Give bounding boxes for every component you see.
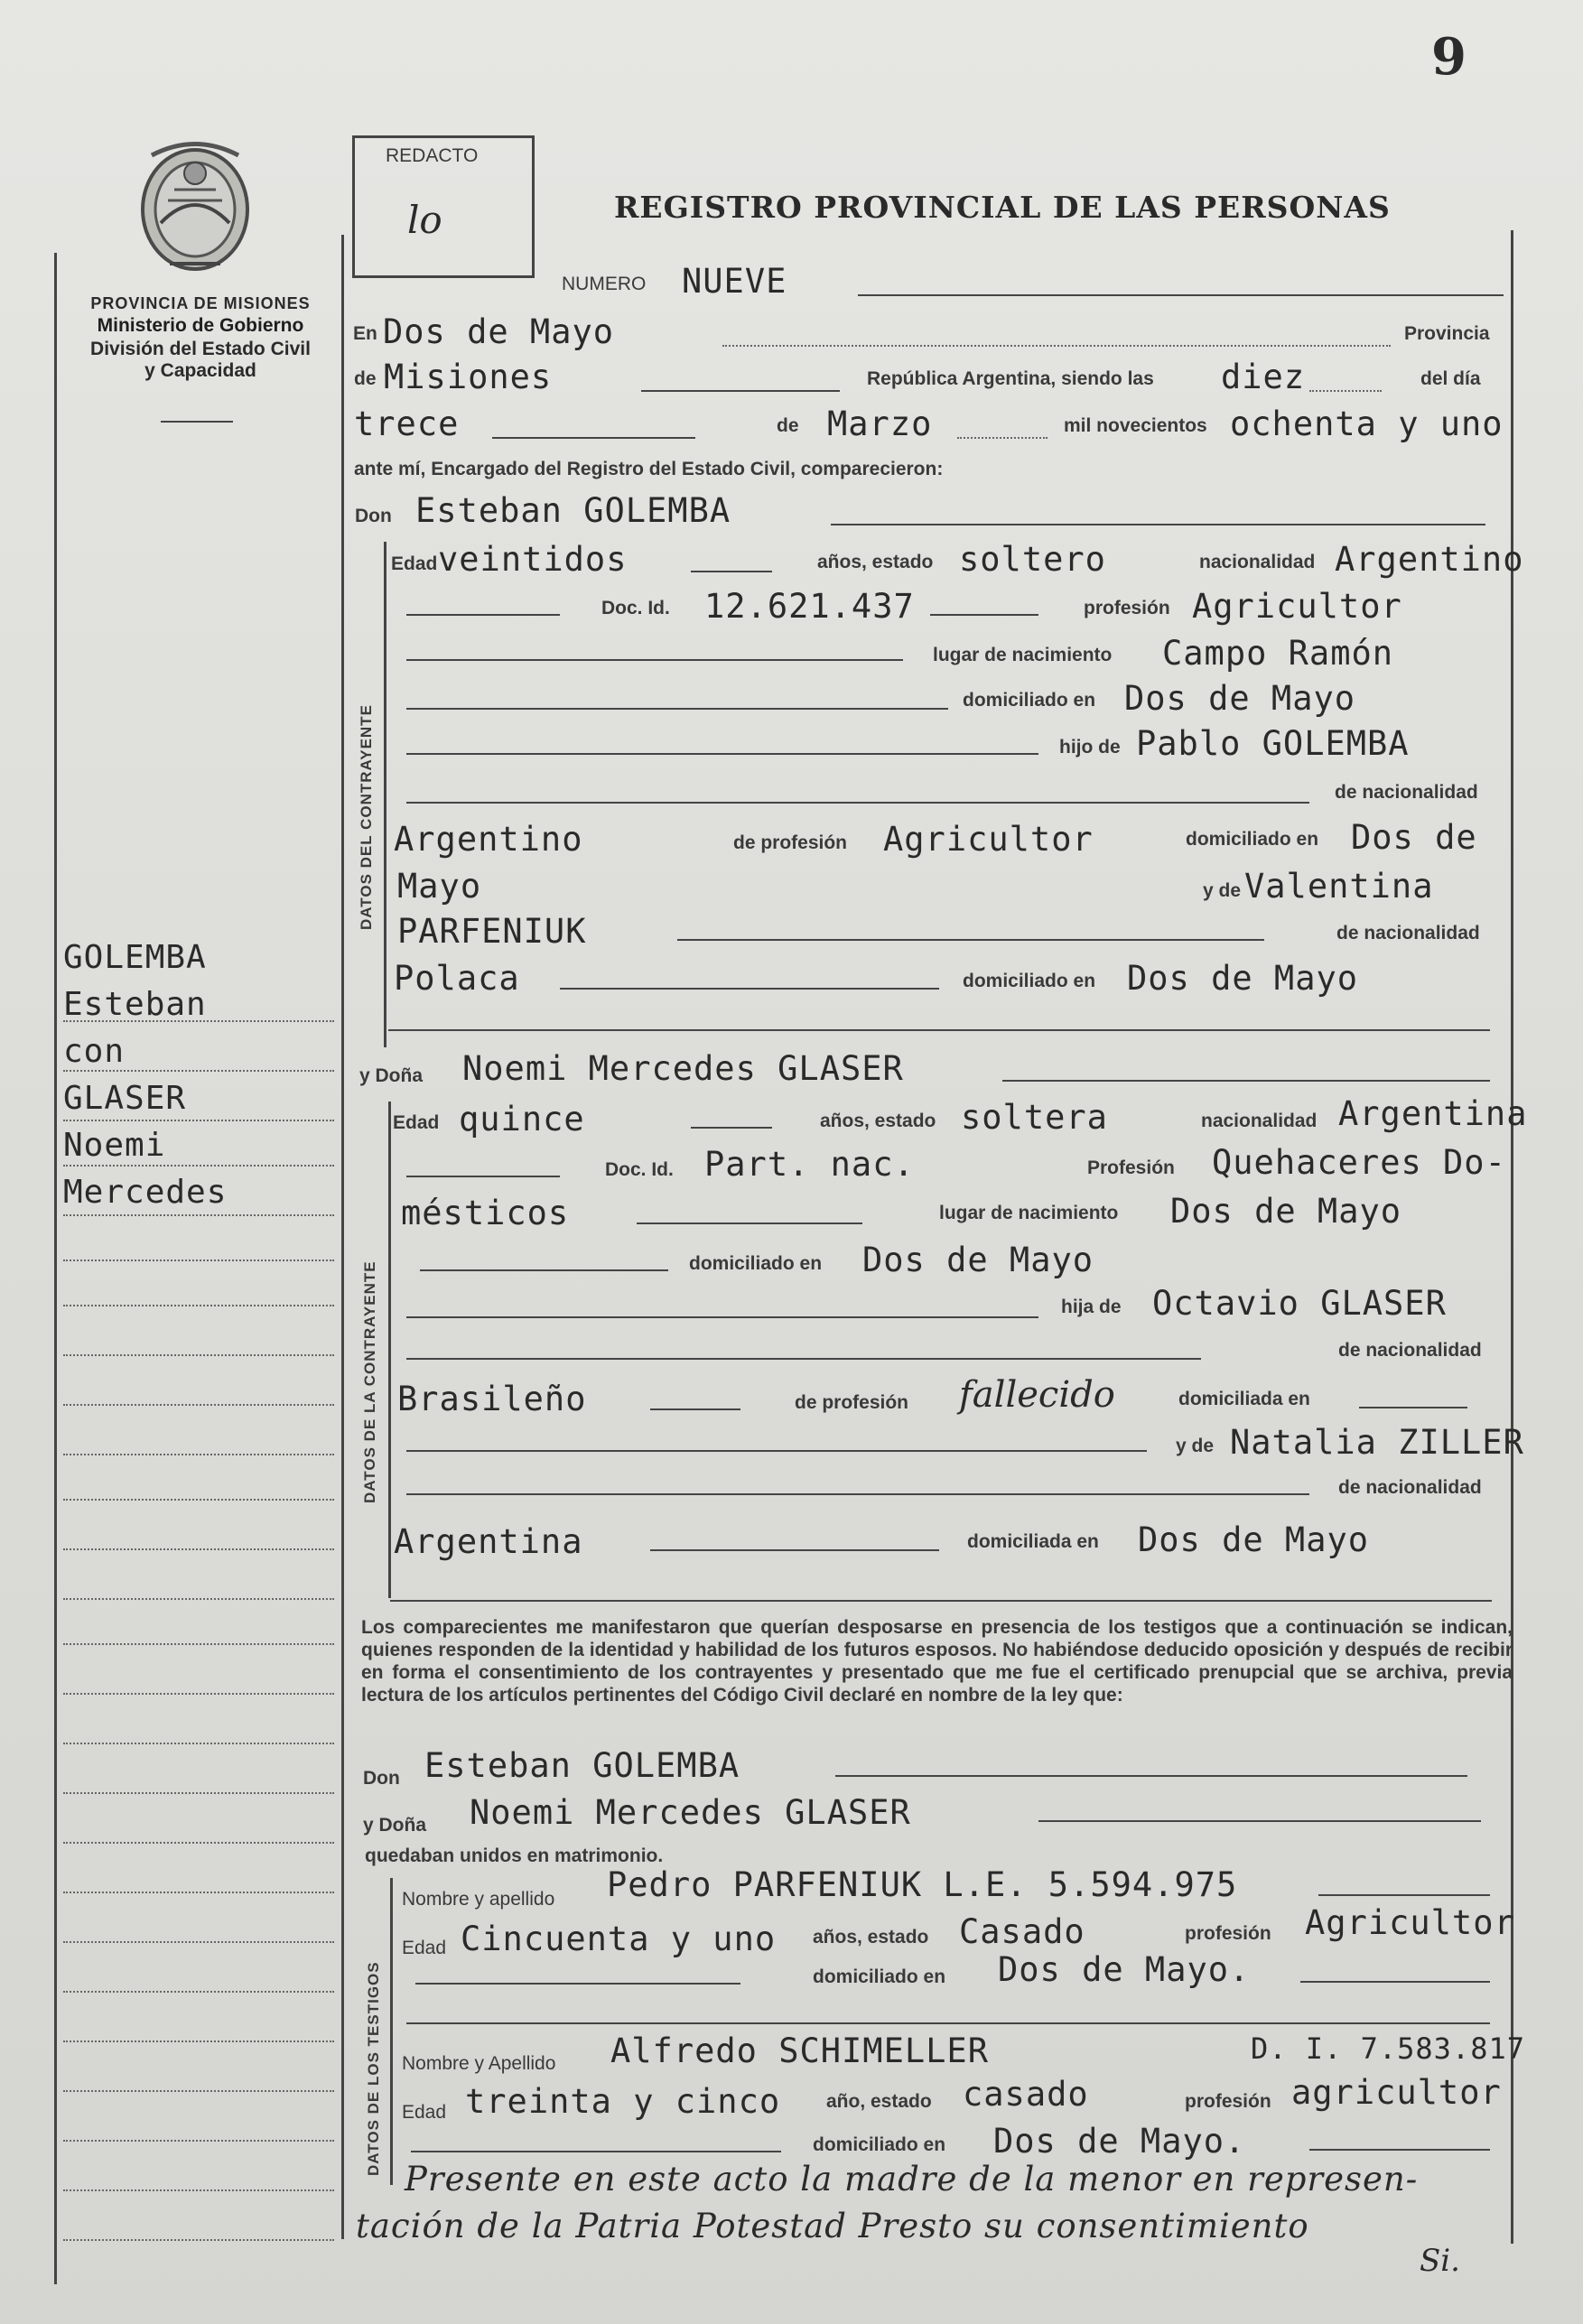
province-value: Misiones (384, 358, 553, 396)
bride-age: quince (459, 1100, 585, 1139)
w2-doc: D. I. 7.583.817 (1251, 2031, 1525, 2066)
w2-anos-label: año, estado (826, 2091, 932, 2112)
annotation-line-3: Si. (1420, 2243, 1460, 2279)
y-dona-label: y Doña (363, 1815, 427, 1836)
margin-note-line: con (63, 1033, 126, 1070)
field-line (406, 1358, 1201, 1360)
w2-profesion: agricultor (1291, 2073, 1502, 2112)
closing-text: quedaban unidos en matrimonio. (365, 1845, 664, 1866)
groom-doc: 12.621.437 (704, 587, 915, 626)
margin-note-line: GLASER (63, 1080, 187, 1117)
mother-dom-label: domiciliado en (963, 971, 1096, 991)
margin-rule (63, 1454, 334, 1455)
groom-domicilio: Dos de Mayo (1124, 679, 1356, 718)
margin-note-line: GOLEMBA (63, 939, 207, 976)
field-line (406, 2022, 1490, 2024)
margin-rule (63, 1892, 334, 1893)
w1-domicilio-label: domiciliado en (813, 1966, 946, 1987)
y-dona-label: y Doña (359, 1065, 424, 1086)
field-line (1309, 2149, 1490, 2151)
margin-note-line: Mercedes (63, 1174, 228, 1211)
redacto-box (352, 135, 535, 278)
w1-profesion-label: profesión (1185, 1923, 1271, 1944)
groom-age: veintidos (438, 540, 628, 579)
place-value: Dos de Mayo (383, 312, 615, 351)
margin-rule (63, 1404, 334, 1406)
de-profesion-label: de profesión (795, 1392, 909, 1413)
w1-domicilio: Dos de Mayo. (998, 1950, 1251, 1989)
margin-rule (63, 2140, 334, 2142)
province-label: PROVINCIA DE MISIONES (90, 294, 311, 312)
field-line (1318, 1894, 1490, 1896)
anos-label: años, estado (820, 1111, 936, 1131)
field-line (388, 1029, 1490, 1031)
doc-label: Doc. Id. (605, 1159, 674, 1180)
field-line (390, 1600, 1492, 1602)
annotation-line-2: tación de la Patria Potestad Presto su consentimiento (356, 2207, 1309, 2245)
de-label-2: de (777, 415, 799, 436)
de-nacionalidad-label-2: de nacionalidad (1338, 1477, 1482, 1498)
field-line (637, 1222, 862, 1224)
margin-rule (63, 2090, 334, 2092)
w2-estado: casado (963, 2075, 1089, 2114)
bride-father-prof: fallecido (959, 1374, 1115, 1416)
annotation-line-1: Presente en este acto la madre de la menor en represen- (405, 2160, 1419, 2199)
field-line (835, 1775, 1467, 1777)
field-line (406, 659, 903, 661)
division-label-2: y Capacidad (144, 360, 256, 381)
margin-note-line: Noemi (63, 1127, 166, 1164)
groom-lugar: Campo Ramón (1162, 634, 1394, 673)
groom-mother-dom: Dos de Mayo (1127, 959, 1359, 998)
father-dom-label: domiciliado en (1186, 829, 1319, 850)
section-line (388, 1102, 391, 1598)
margin-note-line: Esteban (63, 986, 207, 1023)
w2-age: treinta y cinco (465, 2082, 781, 2121)
father-dom-label: domiciliada en (1178, 1389, 1310, 1409)
don-label: Don (363, 1768, 400, 1789)
margin-rule (63, 1643, 334, 1645)
provincial-seal-icon (134, 137, 256, 277)
groom-father-dom-b: Mayo (397, 867, 482, 906)
domicilio-label: domiciliado en (963, 690, 1096, 711)
domicilio-label: domiciliado en (689, 1253, 823, 1274)
divider (161, 421, 233, 423)
margin-rule (63, 2239, 334, 2241)
left-header (56, 294, 345, 382)
ante-mi-text: ante mí, Encargado del Registro del Estado Civil, comparecieron: (354, 459, 944, 479)
field-line (957, 437, 1048, 439)
profesion-label: Profesión (1087, 1157, 1175, 1178)
redacto-value: lo (407, 198, 442, 242)
margin-rule (63, 1598, 334, 1600)
page-title: REGISTRO PROVINCIAL DE LAS PERSONAS (614, 190, 1391, 225)
field-line (831, 524, 1485, 525)
bride-father-nat: Brasileño (397, 1380, 587, 1418)
margin-rule (63, 1260, 334, 1261)
field-line (420, 1269, 668, 1271)
field-line (1002, 1080, 1490, 1082)
margin-rule (63, 1991, 334, 1993)
witnesses-section-label: DATOS DE LOS TESTIGOS (365, 1961, 382, 2176)
lugar-label: lugar de nacimiento (939, 1203, 1119, 1223)
field-line (677, 939, 1264, 941)
section-line (390, 1878, 393, 2185)
numero-value: NUEVE (682, 262, 787, 301)
margin-rule (63, 1354, 334, 1356)
field-line (691, 1127, 772, 1129)
margin-rule (63, 2040, 334, 2042)
groom-name: Esteban GOLEMBA (415, 491, 731, 530)
groom-father: Pablo GOLEMBA (1136, 724, 1410, 763)
w1-edad-label: Edad (402, 1938, 447, 1958)
field-line (406, 614, 560, 616)
en-label: En (353, 323, 377, 344)
redacto-label: REDACTO (386, 145, 479, 166)
w2-domicilio-label: domiciliado en (813, 2134, 946, 2155)
margin-rule (63, 2189, 334, 2191)
w1-name-label: Nombre y apellido (402, 1889, 555, 1910)
year-value: ochenta y uno (1230, 404, 1504, 443)
bride-doc: Part. nac. (704, 1145, 915, 1184)
field-line (406, 708, 948, 710)
groom-section-label: DATOS DEL CONTRAYENTE (358, 704, 375, 930)
declaration-groom: Esteban GOLEMBA (424, 1746, 740, 1785)
field-line (1309, 390, 1382, 392)
y-de-label: y de (1176, 1436, 1215, 1456)
de-nacionalidad-label: de nacionalidad (1338, 1340, 1482, 1361)
mil-label: mil novecientos (1064, 415, 1207, 436)
bride-nacionalidad: Argentina (1338, 1094, 1528, 1133)
bride-mother-nat: Argentina (394, 1522, 583, 1561)
field-line (406, 1493, 1309, 1495)
field-line (1300, 1981, 1490, 1983)
bride-section-label: DATOS DE LA CONTRAYENTE (361, 1260, 378, 1503)
republica-label: República Argentina, siendo las (867, 368, 1154, 389)
de-nacionalidad-label: de nacionalidad (1335, 782, 1478, 803)
edad-label: Edad (391, 553, 438, 574)
groom-nacionalidad: Argentino (1335, 540, 1524, 579)
w2-name-label: Nombre y Apellido (402, 2053, 556, 2074)
de-profesion-label: de profesión (733, 832, 848, 853)
profesion-label: profesión (1084, 598, 1170, 618)
don-label: Don (355, 506, 392, 526)
groom-profesion: Agricultor (1192, 587, 1402, 626)
field-line (492, 437, 695, 439)
hija-label: hija de (1061, 1297, 1122, 1317)
bride-domicilio: Dos de Mayo (862, 1241, 1094, 1279)
numero-label: NUMERO (562, 274, 647, 294)
edad-label: Edad (393, 1112, 440, 1133)
bride-profesion-a: Quehaceres Do- (1212, 1143, 1506, 1182)
del-dia-label: del día (1420, 368, 1481, 389)
field-line (411, 2151, 781, 2152)
nacionalidad-label: nacionalidad (1201, 1111, 1318, 1131)
groom-estado: soltero (959, 540, 1106, 579)
y-de-label: y de (1203, 880, 1242, 901)
provincia-label: Provincia (1404, 323, 1490, 344)
groom-mother-last: PARFENIUK (397, 912, 587, 951)
w1-estado: Casado (959, 1912, 1085, 1951)
field-line (406, 753, 1038, 755)
nacionalidad-label: nacionalidad (1199, 552, 1316, 572)
field-line (415, 1983, 740, 1985)
day-value: trece (354, 404, 460, 443)
field-line (406, 1450, 1147, 1452)
declaration-bride: Noemi Mercedes GLASER (470, 1793, 911, 1832)
w1-profesion: Agricultor (1305, 1903, 1515, 1942)
margin-rule (63, 1548, 334, 1550)
bride-estado: soltera (961, 1098, 1108, 1137)
month-value: Marzo (827, 404, 933, 443)
anos-label: años, estado (817, 552, 934, 572)
section-line (384, 542, 386, 1047)
field-line (691, 571, 772, 572)
mother-dom-label: domiciliada en (967, 1531, 1099, 1552)
margin-column-line (341, 235, 344, 2239)
groom-father-dom-a: Dos de (1351, 818, 1477, 857)
ministry-label: Ministerio de Gobierno (97, 315, 304, 336)
groom-father-prof: Agricultor (883, 820, 1094, 859)
field-line (722, 345, 1391, 347)
w1-anos-label: años, estado (813, 1927, 929, 1948)
bride-profesion-b: mésticos (401, 1194, 570, 1232)
field-line (1359, 1407, 1467, 1408)
field-line (650, 1408, 740, 1410)
de-nacionalidad-label-2: de nacionalidad (1336, 923, 1480, 944)
field-line (641, 390, 840, 392)
field-line (406, 1316, 1038, 1318)
de-label: de (354, 368, 377, 389)
margin-rule (63, 1693, 334, 1695)
doc-label: Doc. Id. (601, 598, 670, 618)
bride-name: Noemi Mercedes GLASER (462, 1049, 904, 1088)
field-line (406, 802, 1309, 804)
left-margin-line (54, 253, 57, 2284)
groom-mother-nat: Polaca (394, 959, 520, 998)
margin-rule (63, 1842, 334, 1844)
margin-rule (63, 1941, 334, 1943)
groom-mother-first: Valentina (1244, 867, 1434, 906)
page-number: 9 (1431, 27, 1467, 87)
hour-value: diez (1221, 358, 1306, 396)
margin-note (63, 934, 227, 1216)
field-line (650, 1549, 939, 1551)
w1-name: Pedro PARFENIUK L.E. 5.594.975 (607, 1865, 1238, 1904)
field-line (1038, 1820, 1481, 1822)
lugar-label: lugar de nacimiento (933, 645, 1113, 665)
margin-rule (63, 1792, 334, 1794)
field-line (930, 614, 1038, 616)
w2-domicilio: Dos de Mayo. (993, 2122, 1246, 2161)
bride-father: Octavio GLASER (1152, 1284, 1447, 1323)
margin-rule (63, 1305, 334, 1306)
w1-age: Cincuenta y uno (461, 1920, 777, 1958)
bride-lugar: Dos de Mayo (1170, 1192, 1402, 1231)
margin-rule (63, 1499, 334, 1501)
w2-edad-label: Edad (402, 2102, 447, 2123)
field-line (560, 988, 939, 990)
bride-mother-dom: Dos de Mayo (1138, 1520, 1370, 1559)
hijo-label: hijo de (1059, 737, 1121, 758)
w2-profesion-label: profesión (1185, 2091, 1271, 2112)
field-line (406, 1176, 560, 1177)
declaration-text: Los comparecientes me manifestaron que querían desposarse en presencia de los testigos que a continuación se indican, quienes responden de la identidad y habilidad de los futuros esposos. No habiéndose deducido oposición y después de recibir en forma el consentimiento de los contrayentes y presentado que me fue el certificado prenupcial que se archiva, previa lectura de los artículos pertinentes del Código Civil declaré en nombre de la ley que: (361, 1617, 1513, 1706)
division-label: División del Estado Civil (90, 339, 311, 359)
field-line (858, 294, 1504, 296)
margin-rule (63, 1743, 334, 1744)
bride-mother: Natalia ZILLER (1230, 1423, 1524, 1462)
groom-father-nat: Argentino (394, 820, 583, 859)
w2-name: Alfredo SCHIMELLER (610, 2031, 989, 2070)
